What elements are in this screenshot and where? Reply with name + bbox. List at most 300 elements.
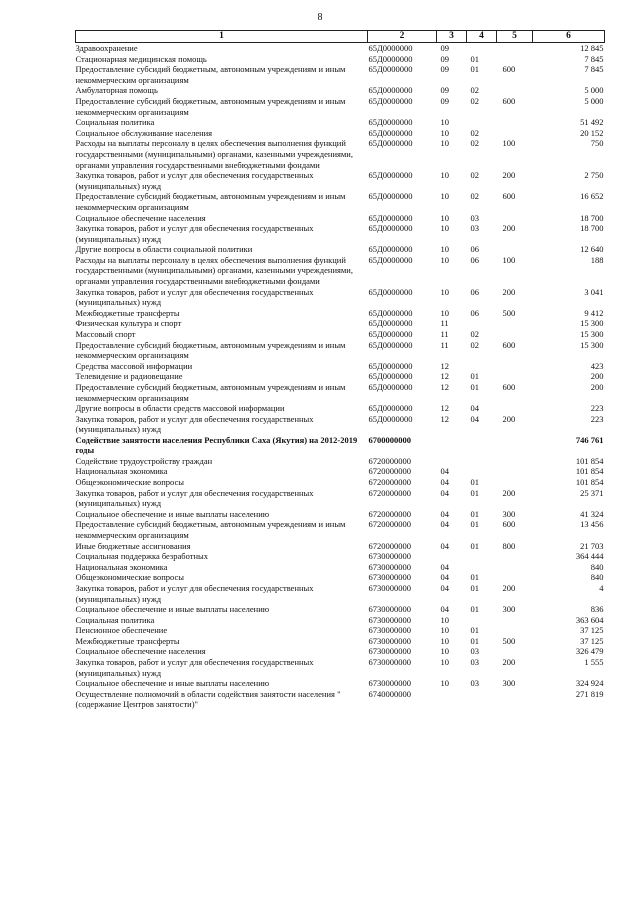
row-amount: 324 924 bbox=[575, 678, 604, 689]
row-section: 04 bbox=[440, 561, 449, 572]
row-amount: 101 854 bbox=[575, 466, 604, 477]
row-code: 65Д0000000 bbox=[368, 95, 413, 106]
row-name: Предоставление субсидий бюджетным, автономным учреждениям и иным некоммерческим организациям bbox=[75, 191, 346, 212]
table-row bbox=[76, 255, 605, 287]
row-kind bbox=[497, 615, 533, 626]
row-code: 65Д0000000 bbox=[368, 360, 413, 371]
row-name: Закупка товаров, работ и услуг для обеспечения государственных (муниципальных) нужд bbox=[75, 223, 314, 244]
table-row bbox=[76, 54, 605, 65]
table-row bbox=[76, 604, 605, 615]
row-subsection: 04 bbox=[470, 403, 479, 414]
row-code: 6720000000 bbox=[368, 476, 411, 487]
row-code: 65Д0000000 bbox=[368, 53, 413, 64]
row-name: Предоставление субсидий бюджетным, автономным учреждениям и иным некоммерческим организациям bbox=[75, 519, 346, 540]
row-section: 12 bbox=[440, 360, 449, 371]
row-code: 6730000000 bbox=[368, 635, 411, 646]
table-row bbox=[76, 646, 605, 657]
row-subsection bbox=[467, 551, 497, 562]
row-kind: 200 bbox=[502, 223, 516, 234]
row-section: 10 bbox=[440, 657, 449, 668]
budget-table bbox=[75, 30, 605, 710]
table-row bbox=[76, 551, 605, 562]
row-code: 65Д0000000 bbox=[368, 382, 413, 392]
row-kind bbox=[497, 117, 533, 128]
table-row bbox=[76, 466, 605, 477]
row-kind bbox=[497, 477, 533, 488]
row-kind bbox=[497, 572, 533, 583]
row-kind bbox=[497, 456, 533, 467]
row-subsection: 02 bbox=[470, 95, 479, 106]
row-code: 6720000000 bbox=[368, 508, 411, 519]
row-section: 10 bbox=[440, 678, 449, 689]
row-code: 65Д0000000 bbox=[368, 307, 413, 318]
row-kind bbox=[497, 213, 533, 224]
row-subsection bbox=[467, 456, 497, 467]
row-kind: 600 bbox=[502, 191, 516, 202]
row-subsection: 03 bbox=[470, 646, 479, 657]
table-row bbox=[76, 435, 605, 456]
table-row bbox=[76, 287, 605, 308]
row-name: Содействие занятости населения Республики Саха (Якутия) на 2012-2019 годы bbox=[75, 434, 358, 456]
row-code: 6700000000 bbox=[368, 434, 411, 445]
table-row bbox=[76, 509, 605, 520]
row-kind: 100 bbox=[502, 138, 516, 149]
row-name: Другие вопросы в области социальной политики bbox=[75, 244, 253, 255]
row-name: Межбюджетные трансферты bbox=[75, 307, 180, 318]
row-amount: 326 479 bbox=[575, 646, 604, 657]
row-amount: 12 845 bbox=[580, 43, 604, 53]
row-name: Социальное обеспечение и иные выплаты населению bbox=[75, 508, 270, 519]
row-subsection: 01 bbox=[470, 508, 479, 519]
table-row bbox=[76, 456, 605, 467]
table-row bbox=[76, 414, 605, 435]
row-subsection: 02 bbox=[470, 170, 479, 181]
row-code: 65Д0000000 bbox=[368, 254, 413, 265]
row-section: 10 bbox=[440, 191, 449, 202]
row-subsection: 03 bbox=[470, 223, 479, 234]
row-section: 10 bbox=[440, 646, 449, 657]
table-body bbox=[76, 43, 605, 711]
row-code: 6730000000 bbox=[368, 614, 411, 625]
table-row bbox=[76, 615, 605, 626]
row-kind: 800 bbox=[502, 540, 516, 551]
row-amount: 18 700 bbox=[580, 212, 604, 223]
table-row bbox=[76, 371, 605, 382]
row-section: 09 bbox=[440, 53, 449, 64]
row-amount: 746 761 bbox=[575, 434, 604, 445]
row-amount: 223 bbox=[590, 403, 604, 414]
table-row bbox=[76, 625, 605, 636]
row-kind: 200 bbox=[502, 413, 516, 424]
header-cell-amount: 6 bbox=[533, 31, 605, 43]
row-section: 11 bbox=[440, 339, 449, 350]
row-name: Закупка товаров, работ и услуг для обеспечения государственных (муниципальных) нужд bbox=[75, 657, 314, 678]
row-subsection: 01 bbox=[470, 53, 479, 64]
row-amount: 51 492 bbox=[580, 117, 604, 128]
row-amount: 364 444 bbox=[575, 551, 604, 562]
row-amount: 3 041 bbox=[584, 286, 604, 297]
row-section: 09 bbox=[440, 43, 449, 53]
row-name: Стационарная медицинская помощь bbox=[75, 53, 207, 64]
table-row bbox=[76, 244, 605, 255]
row-kind bbox=[497, 466, 533, 477]
table-row bbox=[76, 191, 605, 212]
row-subsection bbox=[467, 466, 497, 477]
row-kind bbox=[497, 689, 533, 710]
row-amount: 13 456 bbox=[580, 519, 604, 530]
row-subsection bbox=[467, 318, 497, 329]
row-name: Общеэкономические вопросы bbox=[75, 476, 184, 487]
row-kind: 500 bbox=[502, 307, 516, 318]
row-name: Средства массовой информации bbox=[75, 360, 193, 371]
table-row bbox=[76, 128, 605, 139]
row-subsection: 01 bbox=[470, 582, 479, 593]
row-section: 09 bbox=[440, 95, 449, 106]
row-name: Социальное обеспечение населения bbox=[75, 212, 206, 223]
row-subsection: 01 bbox=[470, 625, 479, 636]
table-row bbox=[76, 562, 605, 573]
header-cell-code: 2 bbox=[368, 31, 437, 43]
row-subsection: 01 bbox=[470, 476, 479, 487]
row-amount: 15 300 bbox=[580, 318, 604, 329]
row-subsection: 01 bbox=[470, 382, 479, 392]
row-section: 12 bbox=[440, 413, 449, 424]
row-code: 65Д0000000 bbox=[368, 403, 413, 414]
row-name: Общеэкономические вопросы bbox=[75, 572, 184, 583]
row-amount: 20 152 bbox=[580, 127, 604, 138]
row-code: 65Д0000000 bbox=[368, 318, 413, 329]
row-section: 04 bbox=[440, 487, 449, 498]
row-code: 65Д0000000 bbox=[368, 329, 413, 340]
row-code: 6730000000 bbox=[368, 572, 411, 583]
row-name: Социальное обеспечение и иные выплаты населению bbox=[75, 678, 270, 689]
row-section bbox=[437, 689, 467, 710]
row-code: 65Д0000000 bbox=[368, 223, 413, 234]
row-kind: 600 bbox=[502, 64, 516, 75]
row-amount: 5 000 bbox=[584, 85, 604, 96]
row-amount: 423 bbox=[590, 360, 604, 371]
row-amount: 15 300 bbox=[580, 329, 604, 340]
row-code: 65Д0000000 bbox=[368, 191, 413, 202]
row-code: 6730000000 bbox=[368, 625, 411, 636]
row-code: 65Д0000000 bbox=[368, 212, 413, 223]
row-name: Расходы на выплаты персоналу в целях обеспечения выполнения функций государственными (муниципальными) органами, казенными учреждениями, органами управления государственными внебюджетными фондами bbox=[75, 254, 353, 287]
row-code: 6730000000 bbox=[368, 678, 411, 689]
table-row bbox=[76, 488, 605, 509]
row-code: 65Д0000000 bbox=[368, 64, 413, 75]
row-name: Закупка товаров, работ и услуг для обеспечения государственных (муниципальных) нужд bbox=[75, 413, 314, 435]
row-amount: 363 604 bbox=[575, 614, 604, 625]
row-amount: 37 125 bbox=[580, 635, 604, 646]
row-amount: 37 125 bbox=[580, 625, 604, 636]
table-row bbox=[76, 308, 605, 319]
row-name: Социальная политика bbox=[75, 614, 155, 625]
row-code: 6730000000 bbox=[368, 551, 411, 562]
row-section: 09 bbox=[440, 64, 449, 75]
row-name: Содействие трудоустройству граждан bbox=[75, 455, 213, 466]
row-subsection bbox=[467, 562, 497, 573]
row-name: Амбулаторная помощь bbox=[75, 85, 158, 96]
table-row bbox=[76, 213, 605, 224]
row-code: 6730000000 bbox=[368, 582, 411, 593]
row-kind bbox=[497, 244, 533, 255]
row-code: 65Д0000000 bbox=[368, 170, 413, 181]
row-kind bbox=[497, 551, 533, 562]
row-section: 12 bbox=[440, 382, 449, 392]
row-name: Закупка товаров, работ и услуг для обеспечения государственных (муниципальных) нужд bbox=[75, 170, 314, 191]
row-code: 65Д0000000 bbox=[368, 286, 413, 297]
row-subsection: 04 bbox=[470, 413, 479, 424]
row-code: 6730000000 bbox=[368, 646, 411, 657]
row-subsection: 03 bbox=[470, 657, 479, 668]
row-name: Телевидение и радиовещание bbox=[75, 371, 183, 382]
row-section: 10 bbox=[440, 223, 449, 234]
row-name: Пенсионное обеспечение bbox=[75, 625, 168, 636]
table-row bbox=[76, 689, 605, 710]
row-subsection: 01 bbox=[470, 519, 479, 530]
row-amount: 836 bbox=[590, 604, 604, 615]
row-subsection bbox=[467, 615, 497, 626]
row-code: 6720000000 bbox=[368, 519, 411, 530]
row-kind: 600 bbox=[502, 95, 516, 106]
row-kind: 300 bbox=[502, 604, 516, 615]
row-code: 6730000000 bbox=[368, 561, 411, 572]
row-amount: 2 750 bbox=[584, 170, 604, 181]
table-row bbox=[76, 403, 605, 414]
row-name: Социальная политика bbox=[75, 117, 155, 128]
row-code: 65Д0000000 bbox=[368, 117, 413, 128]
row-section: 10 bbox=[440, 286, 449, 297]
table-row bbox=[76, 519, 605, 540]
row-name: Другие вопросы в области средств массовой информации bbox=[75, 403, 285, 414]
row-code: 65Д0000000 bbox=[368, 138, 413, 149]
row-kind bbox=[497, 435, 533, 456]
header-cell-subsection: 4 bbox=[467, 31, 497, 43]
row-code: 6720000000 bbox=[368, 466, 411, 477]
row-amount: 101 854 bbox=[575, 476, 604, 487]
row-amount: 16 652 bbox=[580, 191, 604, 202]
row-amount: 41 324 bbox=[580, 508, 604, 519]
row-section: 10 bbox=[440, 170, 449, 181]
row-section: 10 bbox=[440, 614, 449, 625]
row-subsection: 02 bbox=[470, 191, 479, 202]
row-amount: 18 700 bbox=[580, 223, 604, 234]
row-subsection: 02 bbox=[470, 127, 479, 138]
row-code: 65Д0000000 bbox=[368, 339, 413, 350]
row-section bbox=[437, 435, 467, 456]
row-subsection: 01 bbox=[470, 371, 479, 382]
table-row bbox=[76, 340, 605, 361]
row-kind bbox=[497, 646, 533, 657]
row-subsection: 06 bbox=[470, 286, 479, 297]
row-name: Социальная поддержка безработных bbox=[75, 551, 208, 562]
row-kind bbox=[497, 128, 533, 139]
row-subsection: 02 bbox=[470, 85, 479, 96]
table-row bbox=[76, 572, 605, 583]
row-code: 6720000000 bbox=[368, 455, 411, 466]
row-subsection: 01 bbox=[470, 572, 479, 583]
row-amount: 223 bbox=[590, 413, 604, 424]
row-name: Закупка товаров, работ и услуг для обеспечения государственных (муниципальных) нужд bbox=[75, 582, 314, 604]
row-code: 6740000000 bbox=[368, 688, 411, 699]
row-section bbox=[437, 551, 467, 562]
table-header bbox=[76, 31, 605, 43]
row-kind bbox=[497, 361, 533, 372]
row-section bbox=[437, 456, 467, 467]
row-amount: 271 819 bbox=[575, 688, 604, 699]
row-section: 10 bbox=[440, 635, 449, 646]
table-row bbox=[76, 636, 605, 647]
row-kind: 100 bbox=[502, 254, 516, 265]
row-kind bbox=[497, 318, 533, 329]
row-kind: 200 bbox=[502, 487, 516, 498]
table-row bbox=[76, 361, 605, 372]
row-kind: 600 bbox=[502, 382, 516, 392]
row-code: 6730000000 bbox=[368, 657, 411, 668]
table-row bbox=[76, 223, 605, 244]
row-code: 6730000000 bbox=[368, 604, 411, 615]
row-amount: 7 845 bbox=[584, 64, 604, 75]
row-kind: 300 bbox=[502, 678, 516, 689]
row-name: Расходы на выплаты персоналу в целях обеспечения выполнения функций государственными (муниципальными) органами, казенными учреждениями, органами управления государственными внебюджетными фондами bbox=[75, 138, 353, 170]
row-name: Предоставление субсидий бюджетным, автономным учреждениям и иным некоммерческим организациям bbox=[75, 95, 346, 117]
row-name: Массовый спорт bbox=[75, 329, 136, 340]
row-name: Предоставление субсидий бюджетным, автономным учреждениям и иным некоммерческим организациям bbox=[75, 339, 346, 361]
row-kind: 500 bbox=[502, 635, 516, 646]
row-code: 65Д0000000 bbox=[368, 371, 413, 382]
row-section: 10 bbox=[440, 212, 449, 223]
row-subsection bbox=[467, 435, 497, 456]
row-code: 65Д0000000 bbox=[368, 244, 413, 255]
row-kind bbox=[497, 329, 533, 340]
row-amount: 5 000 bbox=[584, 95, 604, 106]
row-name: Социальное обеспечение населения bbox=[75, 646, 206, 657]
table-row bbox=[76, 318, 605, 329]
row-name: Физическая культура и спорт bbox=[75, 318, 182, 329]
row-section: 11 bbox=[440, 318, 449, 329]
row-code: 6720000000 bbox=[368, 487, 411, 498]
row-section: 04 bbox=[440, 476, 449, 487]
table-row bbox=[76, 170, 605, 191]
table-row bbox=[76, 117, 605, 128]
row-section: 10 bbox=[440, 244, 449, 255]
row-code: 65Д0000000 bbox=[368, 43, 413, 53]
row-name: Межбюджетные трансферты bbox=[75, 635, 180, 646]
row-name: Социальное обслуживание населения bbox=[75, 127, 213, 138]
row-amount: 101 854 bbox=[575, 455, 604, 466]
row-kind bbox=[497, 625, 533, 636]
row-code: 65Д0000000 bbox=[368, 413, 413, 424]
row-name: Национальная экономика bbox=[75, 561, 168, 572]
row-kind bbox=[497, 54, 533, 65]
row-kind: 600 bbox=[502, 519, 516, 530]
row-name: Предоставление субсидий бюджетным, автономным учреждениям и иным некоммерческим организациям bbox=[75, 382, 346, 403]
table-row bbox=[76, 43, 605, 54]
row-kind: 200 bbox=[502, 286, 516, 297]
row-name: Национальная экономика bbox=[75, 466, 168, 477]
row-section: 10 bbox=[440, 117, 449, 128]
row-kind bbox=[497, 403, 533, 414]
row-subsection: 02 bbox=[470, 329, 479, 340]
row-subsection: 01 bbox=[470, 64, 479, 75]
row-amount: 21 703 bbox=[580, 540, 604, 551]
row-name: Социальное обеспечение и иные выплаты населению bbox=[75, 604, 270, 615]
row-amount: 840 bbox=[590, 572, 604, 583]
row-section: 10 bbox=[440, 625, 449, 636]
row-section: 10 bbox=[440, 254, 449, 265]
row-name: Закупка товаров, работ и услуг для обеспечения государственных (муниципальных) нужд bbox=[75, 286, 314, 308]
row-amount: 840 bbox=[590, 561, 604, 572]
row-subsection: 01 bbox=[470, 540, 479, 551]
row-section: 04 bbox=[440, 582, 449, 593]
row-section: 04 bbox=[440, 540, 449, 551]
header-row bbox=[76, 31, 605, 43]
header-cell-section: 3 bbox=[437, 31, 467, 43]
row-kind bbox=[497, 43, 533, 54]
row-name: Предоставление субсидий бюджетным, автономным учреждениям и иным некоммерческим организациям bbox=[75, 64, 346, 85]
row-name: Здравоохранение bbox=[75, 43, 138, 53]
row-subsection: 06 bbox=[470, 254, 479, 265]
row-amount: 25 371 bbox=[580, 487, 604, 498]
row-section: 10 bbox=[440, 307, 449, 318]
row-amount: 1 555 bbox=[584, 657, 604, 668]
row-section: 10 bbox=[440, 138, 449, 149]
row-amount: 750 bbox=[590, 138, 604, 149]
header-cell-kind: 5 bbox=[497, 31, 533, 43]
row-amount: 200 bbox=[590, 382, 604, 392]
row-subsection: 03 bbox=[470, 678, 479, 689]
row-amount: 7 845 bbox=[584, 53, 604, 64]
row-amount: 9 412 bbox=[584, 307, 604, 318]
row-amount: 12 640 bbox=[580, 244, 604, 255]
table-row bbox=[76, 96, 605, 117]
table-row bbox=[76, 85, 605, 96]
row-amount: 4 bbox=[599, 582, 604, 593]
row-code: 65Д0000000 bbox=[368, 127, 413, 138]
row-kind bbox=[497, 371, 533, 382]
row-kind bbox=[497, 85, 533, 96]
row-section: 10 bbox=[440, 127, 449, 138]
row-section: 12 bbox=[440, 403, 449, 414]
row-name: Иные бюджетные ассигнования bbox=[75, 540, 191, 551]
table-row bbox=[76, 678, 605, 689]
row-code: 6720000000 bbox=[368, 540, 411, 551]
row-subsection: 01 bbox=[470, 487, 479, 498]
row-section: 09 bbox=[440, 85, 449, 96]
row-kind: 200 bbox=[502, 657, 516, 668]
table-row bbox=[76, 541, 605, 552]
table-row bbox=[76, 329, 605, 340]
row-subsection bbox=[467, 689, 497, 710]
row-section: 04 bbox=[440, 466, 449, 477]
row-kind: 600 bbox=[502, 339, 516, 350]
table-row bbox=[76, 138, 605, 170]
row-subsection: 06 bbox=[470, 244, 479, 255]
row-amount: 15 300 bbox=[580, 339, 604, 350]
row-section: 04 bbox=[440, 572, 449, 583]
row-subsection: 06 bbox=[470, 307, 479, 318]
row-subsection bbox=[467, 117, 497, 128]
table-row bbox=[76, 583, 605, 604]
table-row bbox=[76, 382, 605, 403]
row-section: 11 bbox=[440, 329, 449, 340]
table-row bbox=[76, 477, 605, 488]
table-row bbox=[76, 64, 605, 85]
row-kind: 200 bbox=[502, 170, 516, 181]
row-subsection bbox=[467, 361, 497, 372]
row-name: Закупка товаров, работ и услуг для обеспечения государственных (муниципальных) нужд bbox=[75, 487, 314, 509]
row-kind: 200 bbox=[502, 582, 516, 593]
